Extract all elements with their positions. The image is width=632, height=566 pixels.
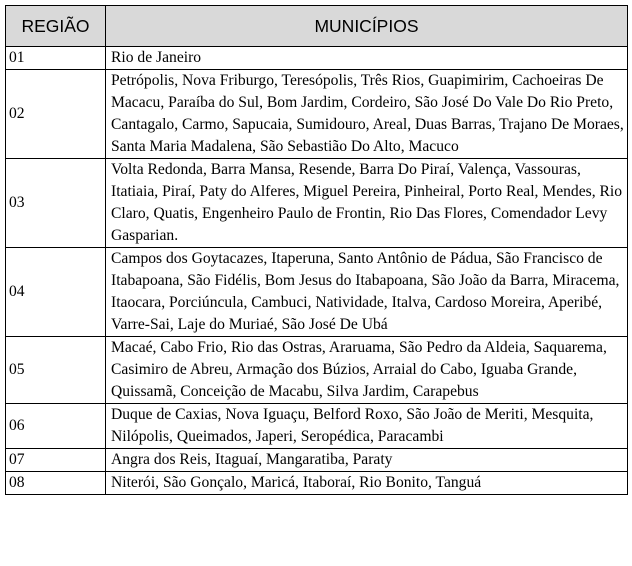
table-row <box>6 70 628 159</box>
municipalities-cell: Niterói, São Gonçalo, Maricá, Itaboraí, Rio Bonito, Tanguá <box>106 472 628 495</box>
table-row <box>6 159 628 248</box>
region-number-cell: 02 <box>6 70 106 159</box>
region-column-header: REGIÃO <box>6 6 106 47</box>
table-row <box>6 337 628 404</box>
municipalities-cell: Macaé, Cabo Frio, Rio das Ostras, Araruama, São Pedro da Aldeia, Saquarema, Casimiro de Abreu, Armação dos Búzios, Arraial do Cabo, Iguaba Grande, Quissamã, Conceição de Macabu, Silva Jardim, Carapebus <box>106 337 628 404</box>
region-number-cell: 01 <box>6 47 106 70</box>
table-row <box>6 472 628 495</box>
regions-table <box>5 5 628 495</box>
table-row <box>6 449 628 472</box>
municipalities-cell: Petrópolis, Nova Friburgo, Teresópolis, Três Rios, Guapimirim, Cachoeiras De Macacu, Paraíba do Sul, Bom Jardim, Cordeiro, São José Do Vale Do Rio Preto, Cantagalo, Carmo, Sapucaia, Sumidouro, Areal, Duas Barras, Trajano De Moraes, Santa Maria Madalena, São Sebastião Do Alto, Macuco <box>106 70 628 159</box>
table-row <box>6 248 628 337</box>
region-number-cell: 05 <box>6 337 106 404</box>
region-number-cell: 06 <box>6 404 106 449</box>
table-header-row <box>6 6 628 47</box>
table-row <box>6 47 628 70</box>
municipalities-cell: Angra dos Reis, Itaguaí, Mangaratiba, Paraty <box>106 449 628 472</box>
municipalities-column-header: MUNICÍPIOS <box>106 6 628 47</box>
table-row <box>6 404 628 449</box>
region-number-cell: 08 <box>6 472 106 495</box>
region-number-cell: 04 <box>6 248 106 337</box>
municipalities-cell: Campos dos Goytacazes, Itaperuna, Santo Antônio de Pádua, São Francisco de Itabapoana, São Fidélis, Bom Jesus do Itabapoana, São João da Barra, Miracema, Itaocara, Porciúncula, Cambuci, Natividade, Italva, Cardoso Moreira, Aperibé, Varre-Sai, Laje do Muriaé, São José De Ubá <box>106 248 628 337</box>
region-number-cell: 07 <box>6 449 106 472</box>
municipalities-cell: Volta Redonda, Barra Mansa, Resende, Barra Do Piraí, Valença, Vassouras, Itatiaia, Piraí, Paty do Alferes, Miguel Pereira, Pinheiral, Porto Real, Mendes, Rio Claro, Quatis, Engenheiro Paulo de Frontin, Rio Das Flores, Comendador Levy Gasparian. <box>106 159 628 248</box>
municipalities-cell: Duque de Caxias, Nova Iguaçu, Belford Roxo, São João de Meriti, Mesquita, Nilópolis, Queimados, Japeri, Seropédica, Paracambi <box>106 404 628 449</box>
region-number-cell: 03 <box>6 159 106 248</box>
municipalities-cell: Rio de Janeiro <box>106 47 628 70</box>
